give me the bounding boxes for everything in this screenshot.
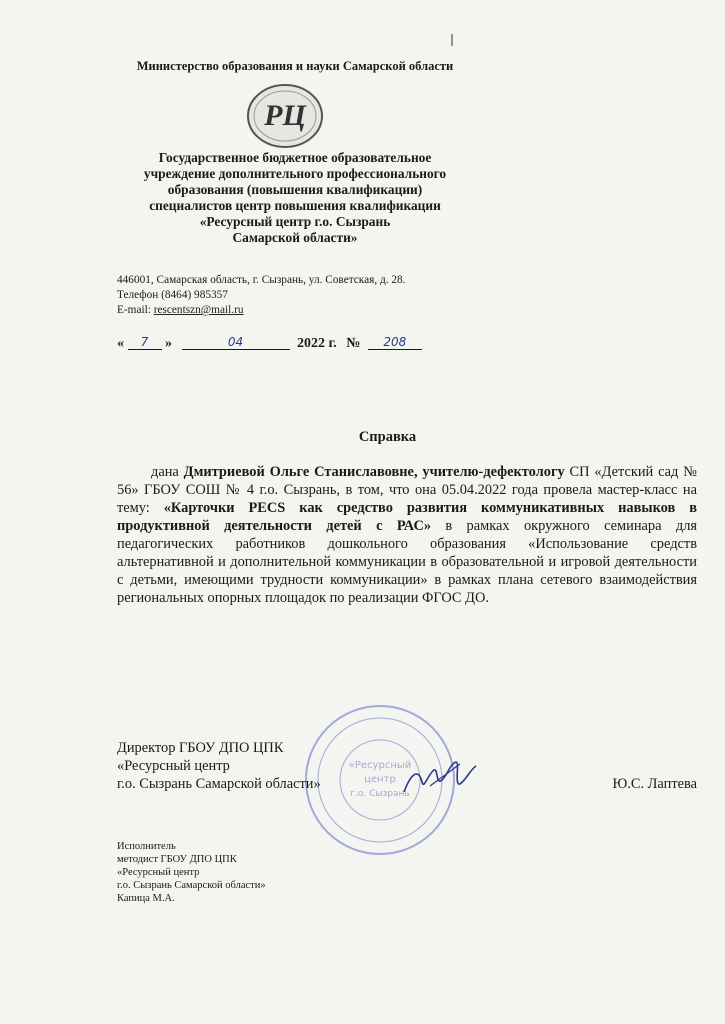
executor-line: Исполнитель [117, 841, 176, 852]
document-title: Справка [358, 429, 417, 445]
signer-position: Директор ГБОУ ДПО ЦПК [117, 740, 284, 756]
date-day: 7 [128, 335, 162, 350]
org-line: образования (повышения квалификации) [167, 182, 423, 197]
org-line: специалистов центр повышения квалификации [149, 198, 441, 213]
body-text: в рамках окружного семинара для педагогических работников дошкольного образования «Использование средств альтернативной и дополнительной коммуникации в образовательной и игровой деятельности с детьми, имеющими трудности коммуникации» в рамках плана сетевого взаимодействия региональных опорных площадок по реализации ФГОС ДО. [117, 518, 697, 606]
logo-letters: РЦ [264, 99, 306, 132]
phone: Телефон (8464) 985357 [117, 289, 228, 301]
executor-line: «Ресурсный центр [117, 867, 200, 878]
masterclass-topic: «Карточки PECS как средство развития коммуникативных навыков в продуктивной деятельности детей с РАС» [117, 500, 697, 534]
svg-text:г.о. Сызрань: г.о. Сызрань [350, 789, 410, 799]
body-text: СП «Детский сад № 56» ГБОУ СОШ № 4 г.о. Сызрань, в том, что она 05.04.2022 года провела мастер-класс на тему: [117, 464, 697, 516]
quote-close: » [165, 336, 172, 351]
email-link[interactable]: rescentszn@mail.ru [153, 304, 244, 316]
date-year: 2022 г. [297, 336, 337, 351]
executor-block [117, 840, 417, 905]
number-label: № [346, 336, 361, 351]
signer-name: Ю.С. Лаптева [612, 776, 697, 792]
scan-mark [450, 34, 454, 46]
svg-text:«Ресурсный: «Ресурсный [348, 760, 412, 771]
quote-open: « [117, 336, 124, 351]
document-body [117, 463, 697, 607]
organization-logo [245, 82, 325, 150]
body-paragraph [117, 463, 697, 607]
document-number: 208 [368, 335, 422, 350]
org-line: Самарской области» [232, 230, 358, 245]
email-row [117, 303, 517, 318]
date-number-line [117, 336, 517, 352]
organization-name [100, 150, 490, 246]
contact-block [117, 273, 517, 318]
email-label: E-mail: [117, 304, 154, 316]
org-line: «Ресурсный центр г.о. Сызрань [199, 214, 391, 229]
org-line: учреждение дополнительного профессионального [143, 166, 447, 181]
executor-line: г.о. Сызрань Самарской области» [117, 880, 266, 891]
handwritten-signature [400, 756, 480, 801]
signer-org-city: г.о. Сызрань Самарской области» [117, 776, 321, 792]
executor-name: Капица М.А. [117, 893, 175, 904]
org-line: Государственное бюджетное образовательное [158, 150, 432, 165]
postal-address: 446001, Самарская область, г. Сызрань, ул. Советская, д. 28. [117, 274, 406, 286]
ministry-heading: Министерство образования и науки Самарской области [136, 59, 454, 73]
executor-line: методист ГБОУ ДПО ЦПК [117, 854, 237, 865]
recipient-name: Дмитриевой Ольге Станиславовне, учителю-дефектологу [183, 464, 565, 480]
date-month: 04 [182, 335, 290, 350]
svg-text:центр: центр [364, 774, 396, 785]
signer-org: «Ресурсный центр [117, 758, 230, 774]
body-text: дана [151, 464, 184, 480]
